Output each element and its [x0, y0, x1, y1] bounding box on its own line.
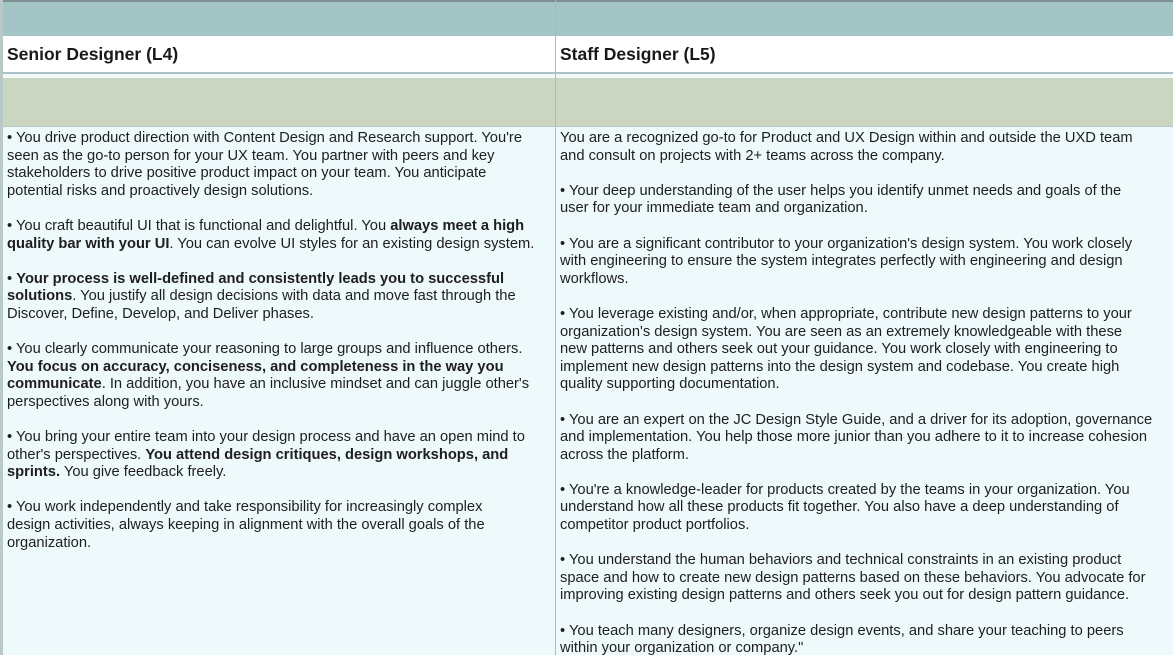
bullet-item [560, 412, 1171, 465]
bullet-item [560, 306, 1171, 394]
bullet-text: • You are an expert on the JC Design Style Guide, and a driver for its adoption, governance and implementation. You help those more junior than you adhere to it to increase cohesion across the platform. [560, 411, 1153, 463]
bullet-item [560, 183, 1171, 218]
bullet-item [560, 552, 1171, 605]
bullet-text: • Your deep understanding of the user helps you identify unmet needs and goals of the user for your immediate team and organization. [560, 182, 1122, 217]
bullet-text: . In addition, you have an inclusive mindset and can juggle other's perspectives along with yours. [7, 376, 530, 410]
bullet-item [560, 482, 1171, 535]
bullet-text: • You are a significant contributor to your organization's design system. You work closely with engineering to ensure the system integrates perfectly with engineering and design workflows. [560, 235, 1133, 287]
bullet-item [7, 271, 554, 324]
column-senior-designer [0, 0, 556, 655]
column-header-cell[interactable] [556, 36, 1173, 74]
bullet-text: . You can evolve UI styles for an existing design system. [169, 235, 535, 252]
bullet-text: • You drive product direction with Content Design and Research support. You're seen as the go-to person for your UX team. You partner with peers and key stakeholders to drive positive product impact on your team. You anticipate potential risks and proactively design solutions. [7, 130, 522, 199]
empty-subheader-row[interactable] [3, 78, 556, 126]
bullet-item [7, 341, 554, 411]
bullet-item [7, 130, 554, 200]
description-cell[interactable] [3, 126, 556, 655]
bullet-text: • You're a knowledge-leader for products created by the teams in your organization. You understand how all these products fit together. You also have a deep understanding of competitor product portfolios. [560, 481, 1130, 534]
bullet-text: • You teach many designers, organize design events, and share your teaching to peers within your organization or company." [560, 622, 1124, 655]
column-top-band [556, 0, 1173, 36]
bullet-text: • You craft beautiful UI that is functional and delightful. You [7, 217, 391, 234]
bullet-item [560, 236, 1171, 289]
bullet-text: • [7, 270, 17, 287]
bullet-item [7, 429, 554, 482]
bullet-list [560, 130, 1171, 655]
bullet-item [7, 499, 554, 552]
column-header-title: Senior Designer (L4) [7, 44, 179, 64]
bullet-text: • You bring your entire team into your design process and have an open mind to other's perspectives. [7, 429, 525, 463]
bullet-text: • You clearly communicate your reasoning to large groups and influence others. [7, 341, 523, 358]
column-top-band [3, 0, 556, 36]
bullet-item [560, 130, 1171, 165]
column-header-title: Staff Designer (L5) [560, 44, 716, 64]
bullet-item [7, 218, 554, 253]
bullet-bold-text: always meet a high quality bar with your UI [7, 217, 525, 252]
bullet-item [560, 623, 1171, 655]
bullet-text: . You justify all design decisions with data and move fast through the Discover, Define, Develop, and Deliver phases. [7, 288, 516, 322]
bullet-text: You are a recognized go-to for Product and UX Design within and outside the UXD team and consult on projects with 2+ teams across the company. [560, 130, 1133, 164]
bullet-text: • You leverage existing and/or, when appropriate, contribute new design patterns to your organization's design system. You are seen as an extremely knowledgeable with these new patterns and others seek out your guidance. You work closely with engineering to implement new design patterns into the design system and codebase. You create high quality supporting documentation. [560, 305, 1132, 393]
column-staff-designer [555, 0, 1173, 655]
bullet-list [7, 130, 554, 570]
description-cell[interactable] [556, 126, 1173, 655]
bullet-text: • You understand the human behaviors and technical constraints in an existing product space and how to create new design patterns based on these behaviors. You advocate for improving existing design patterns and others seek you out for design pattern guidance. [560, 552, 1146, 604]
column-header-cell[interactable] [3, 36, 556, 74]
empty-subheader-row[interactable] [556, 78, 1173, 126]
bullet-bold-text: Your process is well-defined and consistently leads you to successful solutions [7, 270, 505, 305]
bullet-bold-text: You focus on accuracy, conciseness, and completeness in the way you communicate [7, 358, 504, 393]
bullet-text: • You work independently and take responsibility for increasingly complex design activities, always keeping in alignment with the overall goals of the organization. [7, 499, 485, 551]
bullet-bold-text: You attend design critiques, design workshops, and sprints. [7, 446, 509, 481]
bullet-text: You give feedback freely. [60, 464, 227, 481]
